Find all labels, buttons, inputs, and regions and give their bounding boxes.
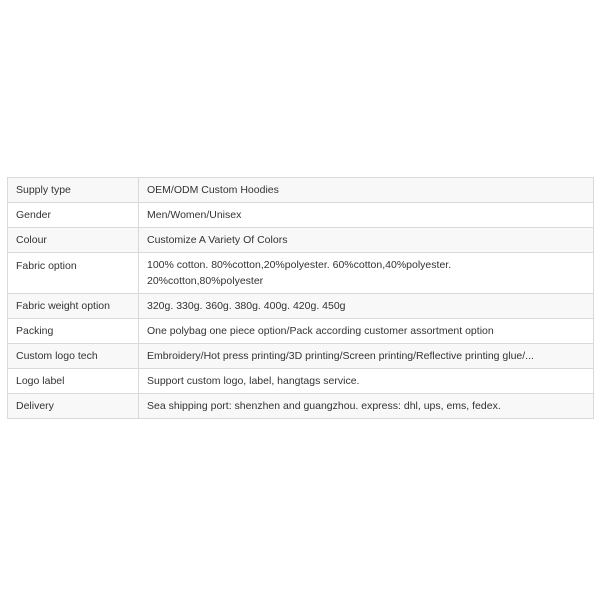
- spec-value: Customize A Variety Of Colors: [139, 228, 594, 253]
- table-row: [8, 294, 594, 319]
- spec-value: Men/Women/Unisex: [139, 203, 594, 228]
- table-row: [8, 228, 594, 253]
- spec-label: Delivery: [8, 394, 139, 419]
- table-row: [8, 253, 594, 294]
- product-spec-table: [7, 177, 594, 419]
- table-row: [8, 178, 594, 203]
- table-row: [8, 369, 594, 394]
- spec-value: Sea shipping port: shenzhen and guangzhou. express: dhl, ups, ems, fedex.: [139, 394, 594, 419]
- spec-value: 100% cotton. 80%cotton,20%polyester. 60%cotton,40%polyester. 20%cotton,80%polyester: [139, 253, 594, 294]
- table-row: [8, 344, 594, 369]
- spec-label: Fabric weight option: [8, 294, 139, 319]
- spec-value: Support custom logo, label, hangtags service.: [139, 369, 594, 394]
- spec-label: Gender: [8, 203, 139, 228]
- table-row: [8, 203, 594, 228]
- spec-value: 320g. 330g. 360g. 380g. 400g. 420g. 450g: [139, 294, 594, 319]
- spec-label: Custom logo tech: [8, 344, 139, 369]
- spec-label: Packing: [8, 319, 139, 344]
- table-row: [8, 394, 594, 419]
- spec-value: One polybag one piece option/Pack according customer assortment option: [139, 319, 594, 344]
- spec-value: OEM/ODM Custom Hoodies: [139, 178, 594, 203]
- spec-value: Embroidery/Hot press printing/3D printing/Screen printing/Reflective printing glue/...: [139, 344, 594, 369]
- table-row: [8, 319, 594, 344]
- spec-label: Fabric option: [8, 253, 139, 294]
- spec-label: Supply type: [8, 178, 139, 203]
- spec-label: Colour: [8, 228, 139, 253]
- spec-label: Logo label: [8, 369, 139, 394]
